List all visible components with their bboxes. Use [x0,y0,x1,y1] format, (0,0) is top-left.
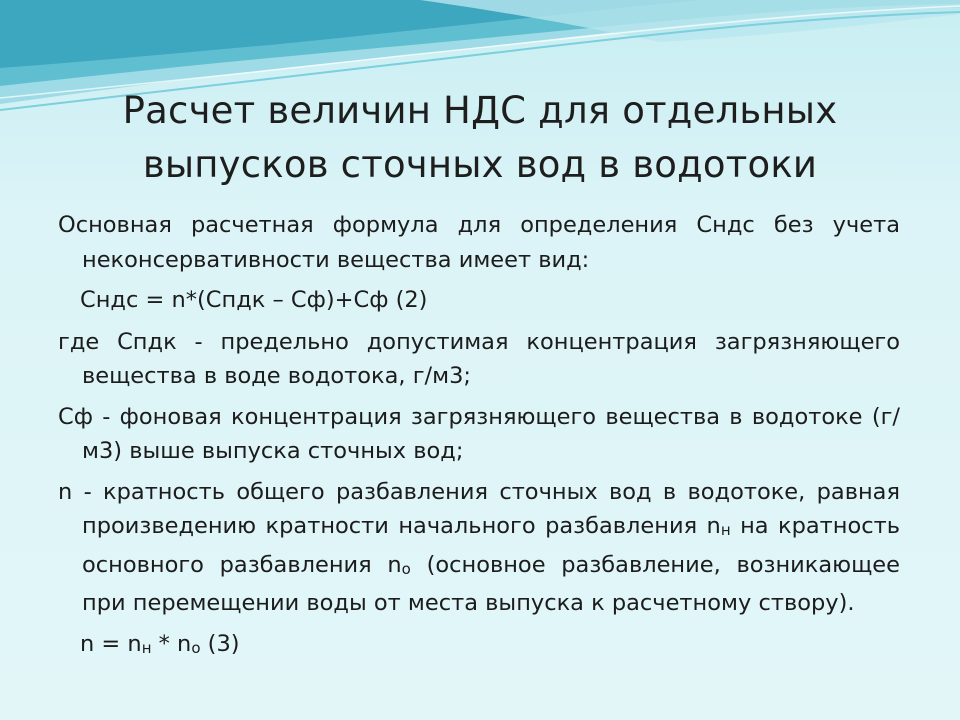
paragraph-formula-intro: Основная расчетная формула для определения Cндс без учета неконсервативности вещества имеет вид: [58,212,900,273]
paragraph-n-definition [58,475,900,621]
subscript-n-main: о [401,559,411,578]
slide-body [58,208,900,672]
formula-2: Cндс = n*(Cпдк – Cф)+Cф (2) [80,287,428,313]
title-line-2: выпусков сточных вод в водотоки [142,143,818,186]
paragraph-cf-definition: Cф - фоновая концентрация загрязняющего вещества в водотоке (г/м3) выше выпуска сточных вод; [58,403,900,464]
formula-3-part-2: * n [151,630,192,657]
subscript-n-initial: н [720,521,731,539]
formula-3-part-3: (3) [200,630,240,657]
paragraph-cpdk-definition: где Cпдк - предельно допустимая концентрация загрязняющего вещества в воде водотока, г/м3; [58,328,900,389]
formula-3-part-1: n = n [80,630,142,657]
formula-3-subscript-1: н [141,638,152,657]
n-definition-part-2: на кратность основного разбавления n [82,513,900,578]
formula-3-subscript-2: о [191,638,201,657]
formula-3 [58,627,900,666]
slide-title [60,84,900,192]
n-definition-part-1: n - кратность общего разбавления сточных вод в водотоке, равная произведению кратности начального разбавления n [58,478,900,539]
title-line-1: Расчет величин НДС для отдельных [122,89,838,132]
n-definition-part-3: (основное разбавление, возникающее при перемещении воды от места выпуска к расчетному створу). [82,551,900,616]
